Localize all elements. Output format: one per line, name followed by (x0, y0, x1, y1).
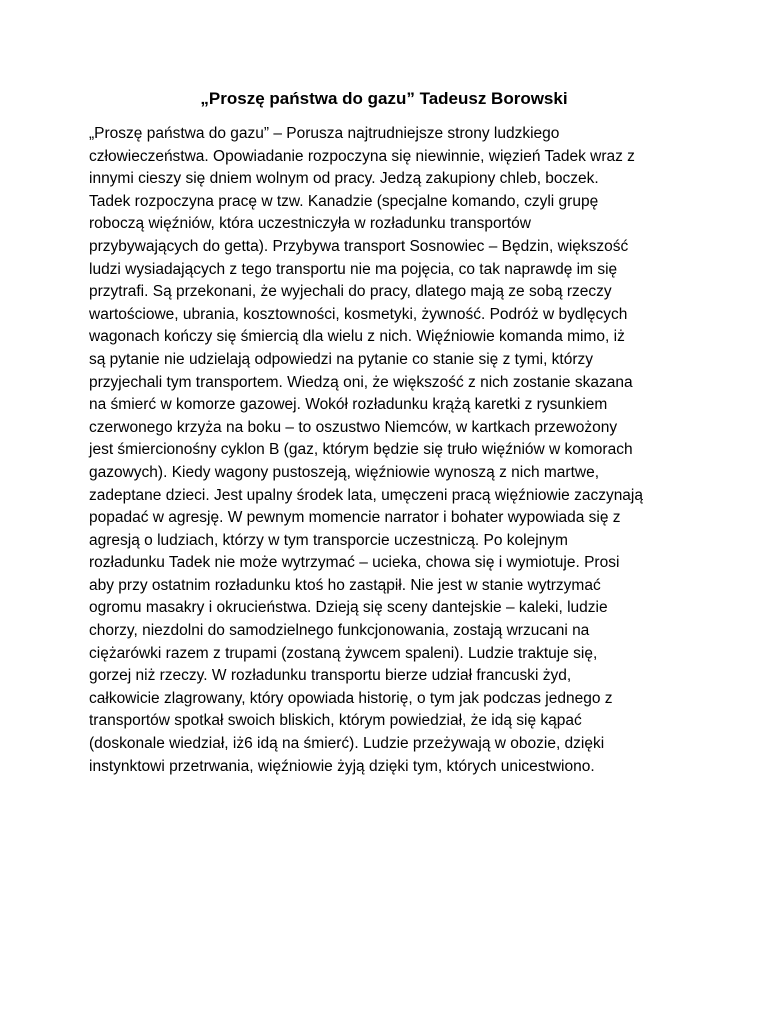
body-line: są pytanie nie udzielają odpowiedzi na pytanie co stanie się z tymi, którzy (89, 350, 594, 368)
body-line: gorzej niż rzeczy. W rozładunku transportu bierze udział francuski żyd, (89, 667, 572, 685)
body-line: wartościowe, ubrania, kosztowności, kosmetyki, żywność. Podróż w bydlęcych (89, 305, 628, 323)
body-line: zadeptane dzieci. Jest upalny środek lata, umęczeni pracą więźniowie zaczynają (89, 486, 643, 504)
body-line: przyjechali tym transportem. Wiedzą oni, że większość z nich zostanie skazana (89, 373, 633, 391)
body-line: chorzy, niezdolni do samodzielnego funkcjonowania, zostają wrzucani na (89, 622, 590, 640)
body-line: ogromu masakry i okrucieństwa. Dzieją się sceny dantejskie – kaleki, ludzie (89, 599, 608, 617)
body-line: „Proszę państwa do gazu” – Porusza najtrudniejsze strony ludzkiego (89, 125, 560, 142)
body-line: czerwonego krzyża na boku – to oszustwo Niemców, w kartkach przewożony (89, 418, 618, 436)
body-line: ludzi wysiadających z tego transportu nie ma pojęcia, co tak naprawdę im się (89, 260, 618, 278)
body-line: roboczą więźniów, która uczestniczyła w rozładunku transportów (89, 215, 531, 233)
body-line: ciężarówki razem z trupami (zostaną żywcem spaleni). Ludzie traktuje się, (89, 644, 598, 662)
body-line: całkowicie zlagrowany, który opowiada historię, o tym jak podczas jednego z (89, 689, 613, 707)
body-line: Tadek rozpoczyna pracę w tzw. Kanadzie (specjalne komando, czyli grupę (89, 192, 599, 210)
body-line: przytrafi. Są przekonani, że wyjechali do pracy, dlatego mają ze sobą rzeczy (89, 283, 612, 301)
body-line: aby przy ostatnim rozładunku ktoś ho zastąpił. Nie jest w stanie wytrzymać (89, 576, 601, 594)
body-line: jest śmiercionośny cyklon B (gaz, którym będzie się truło więźniów w komorach (89, 441, 633, 459)
body-line: popadać w agresję. W pewnym momencie narrator i bohater wypowiada się z (89, 509, 621, 527)
body-line: instynktowi przetrwania, więźniowie żyją dzięki tym, których unicestwiono. (89, 757, 595, 775)
body-line: wagonach kończy się śmiercią dla wielu z nich. Więźniowie komanda mimo, iż (89, 328, 625, 346)
body-line: transportów spotkał swoich bliskich, którym powiedział, że idą się kąpać (89, 712, 582, 730)
body-line: gazowych). Kiedy wagony pustoszeją, więźniowie wynoszą z nich martwe, (89, 463, 600, 481)
body-line: rozładunku Tadek nie może wytrzymać – ucieka, chowa się i wymiotuje. Prosi (89, 554, 620, 572)
body-line: agresją o ludziach, którzy w tym transporcie uczestniczą. Po kolejnym (89, 531, 568, 549)
body-line: przybywających do getta). Przybywa transport Sosnowiec – Będzin, większość (89, 237, 629, 255)
document-body (89, 123, 689, 778)
body-line: (doskonale wiedział, iż6 idą na śmierć). Ludzie przeżywają w obozie, dzięki (89, 735, 605, 753)
body-line: innymi cieszy się dniem wolnym od pracy. Jedzą zakupiony chleb, boczek. (89, 170, 599, 188)
body-line: na śmierć w komorze gazowej. Wokół rozładunku krążą karetki z rysunkiem (89, 396, 608, 414)
body-line: człowieczeństwa. Opowiadanie rozpoczyna się niewinnie, więzień Tadek wraz z (89, 147, 635, 165)
document-title: „Proszę państwa do gazu” Tadeusz Borowski (200, 89, 568, 108)
